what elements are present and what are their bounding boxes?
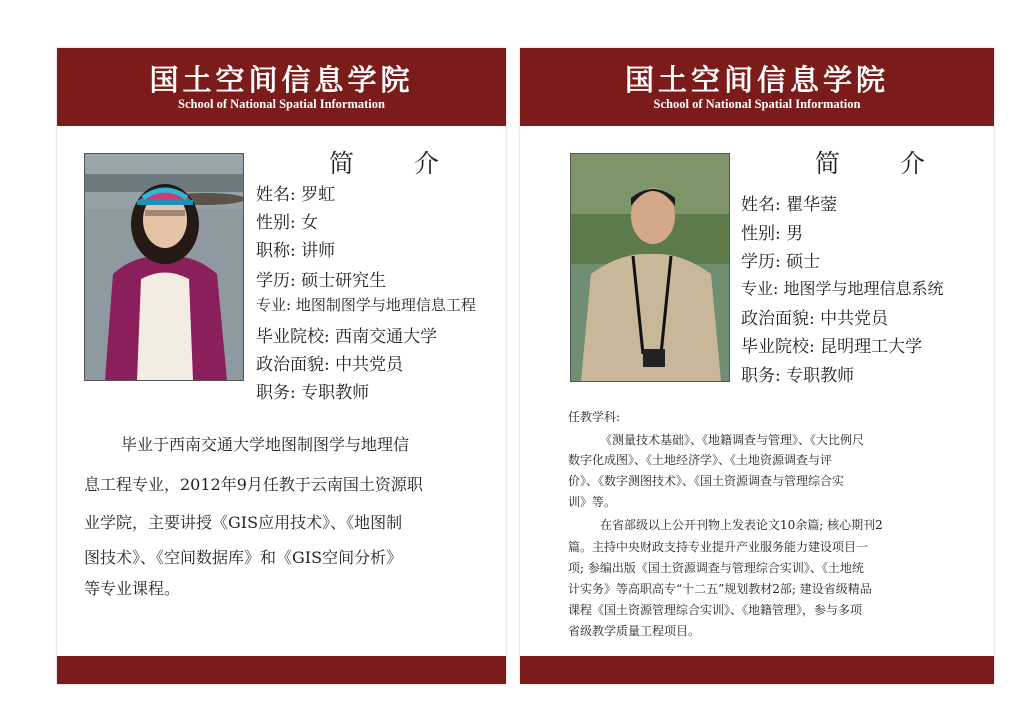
info-politics: 政治面貌: 中共党员	[741, 309, 889, 329]
school-name-en: School of National Spatial Information	[178, 97, 385, 111]
info-major: 专业: 地图学与地理信息系统	[741, 279, 944, 298]
info-gender: 性别: 男	[741, 224, 804, 244]
school-name-cn: 国土空间信息学院	[624, 63, 889, 97]
bio-line: 项; 参编出版《国土资源调查与管理综合实训》、《土地统	[568, 561, 864, 575]
portrait-photo	[84, 153, 244, 381]
info-school: 毕业院校: 西南交通大学	[256, 327, 438, 347]
info-name: 姓名: 罗虹	[256, 185, 336, 205]
portrait-photo	[570, 153, 730, 382]
header-band	[57, 48, 506, 126]
bio-line: 数字化成图》、《土地经济学》、《土地资源调查与评	[568, 453, 833, 467]
footer-band	[57, 656, 506, 684]
info-school: 毕业院校: 昆明理工大学	[741, 337, 923, 357]
bio-line: 毕业于西南交通大学地图制图学与地理信	[121, 435, 410, 454]
bio-line: 在省部级以上公开刊物上发表论文10余篇; 核心期刊2	[600, 518, 883, 532]
bio-line: 省级教学质量工程项目。	[568, 624, 701, 638]
info-education: 学历: 硕士	[741, 252, 821, 272]
info-gender: 性别: 女	[256, 213, 319, 233]
intro-title: 简 介	[815, 149, 951, 178]
subjects-label: 任教学科:	[568, 410, 621, 424]
bio-line: 价》、《数字测图技术》、《国土资源调查与管理综合实	[568, 474, 845, 488]
intro-title: 简 介	[329, 149, 465, 178]
bio-line: 计实务》等高职高专“十二五”规划教材2部; 建设省级精品	[568, 582, 872, 596]
bio-line: 图技术》、《空间数据库》和《GIS空间分析》	[84, 548, 403, 567]
bio-line: 等专业课程。	[84, 579, 181, 598]
bio-line: 息工程专业，2012年9月任教于云南国土资源职	[84, 475, 423, 494]
header-band	[520, 48, 994, 126]
info-name: 姓名: 瞿华蓥	[741, 195, 838, 215]
bio-line: 业学院，主要讲授《GIS应用技术》、《地图制	[84, 513, 403, 532]
info-rank: 职称: 讲师	[256, 241, 336, 261]
bio-line: 《测量技术基础》、《地籍调查与管理》、《大比例尺	[600, 433, 865, 447]
bio-line: 篇。主持中央财政支持专业提升产业服务能力建设项目一	[568, 540, 869, 554]
info-major: 专业: 地图制图学与地理信息工程	[256, 296, 476, 314]
info-education: 学历: 硕士研究生	[256, 271, 387, 291]
bio-line: 训》等。	[568, 495, 617, 509]
profile-card-left	[57, 48, 506, 684]
info-politics: 政治面貌: 中共党员	[256, 355, 404, 375]
school-name-cn: 国土空间信息学院	[149, 63, 414, 97]
info-position: 职务: 专职教师	[741, 366, 855, 386]
footer-band	[520, 656, 994, 684]
profile-card-right	[520, 48, 994, 684]
school-name-en: School of National Spatial Information	[653, 97, 861, 111]
info-position: 职务: 专职教师	[256, 383, 370, 403]
bio-line: 课程《国土资源管理综合实训》、《地籍管理》，参与多项	[568, 603, 863, 617]
